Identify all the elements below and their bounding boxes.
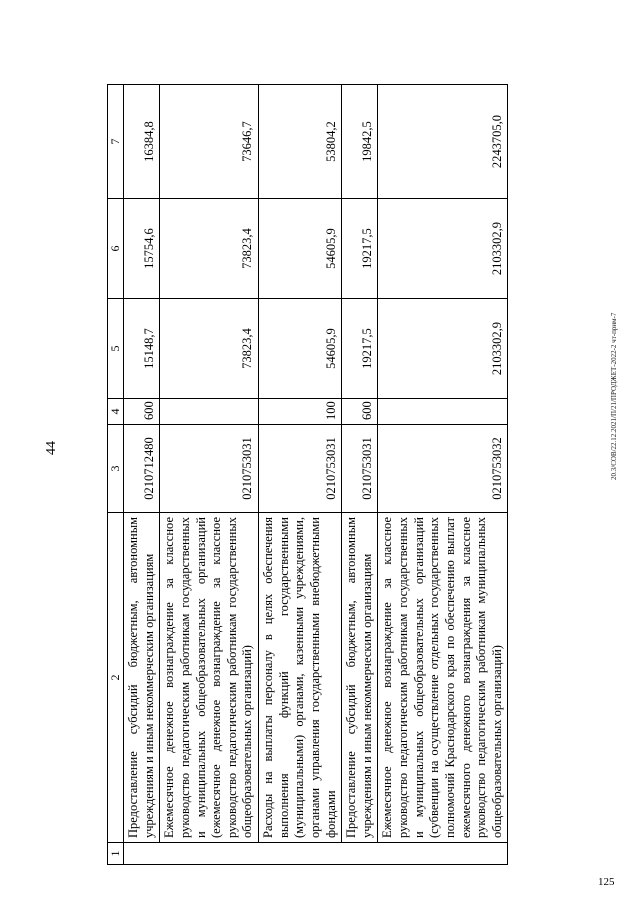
row-value-6: 54605,9 (259, 199, 342, 299)
header-cell: 7 (108, 85, 124, 199)
header-cell: 1 (108, 843, 124, 865)
row-value-5: 2103302,9 (378, 299, 508, 399)
row-code: 0210753032 (378, 425, 508, 513)
row-value-7: 53804,2 (259, 85, 342, 199)
header-cell: 6 (108, 199, 124, 299)
row-type: 600 (342, 399, 378, 425)
empty-cell (124, 843, 508, 865)
row-type: 100 (259, 399, 342, 425)
row-value-6: 2103302,9 (378, 199, 508, 299)
page-number: 44 (44, 441, 59, 455)
row-name: Предоставление субсидий бюджетным, автономным учреждениям и иным некоммерческим организациям (124, 513, 160, 843)
rotated-table-region (107, 85, 607, 865)
row-value-6: 15754,6 (124, 199, 160, 299)
row-type: 600 (124, 399, 160, 425)
row-code: 0210753031 (160, 425, 259, 513)
row-value-7: 19842,5 (342, 85, 378, 199)
side-page-number: 125 (598, 876, 615, 888)
row-code: 0210753031 (342, 425, 378, 513)
document-stamp: 20.3/СОВ/22.12.2021/П/21/ПРОДЖЕТ-2022-2 чт-прим-7 (610, 312, 618, 480)
row-value-6: 73823,4 (160, 199, 259, 299)
row-value-5: 19217,5 (342, 299, 378, 399)
row-name: Ежемесячное денежное вознаграждение за классное руководство педагогическим работникам государственных и муниципальных общеобразовательных организаций (ежемесячное денежное вознаграждение за классное руководство педагогическим работникам государственных общеобразовательных организаций) (160, 513, 259, 843)
header-cell: 3 (108, 425, 124, 513)
header-cell: 2 (108, 513, 124, 843)
row-value-5: 54605,9 (259, 299, 342, 399)
table-row (342, 85, 378, 865)
row-code: 0210753031 (259, 425, 342, 513)
table-header-row (108, 85, 124, 865)
budget-table (107, 84, 508, 865)
row-code: 0210712480 (124, 425, 160, 513)
row-type (160, 399, 259, 425)
row-value-6: 19217,5 (342, 199, 378, 299)
row-name: Предоставление субсидий бюджетным, автономным учреждениям и иным некоммерческим организациям (342, 513, 378, 843)
header-cell: 4 (108, 399, 124, 425)
row-type (378, 399, 508, 425)
row-value-5: 73823,4 (160, 299, 259, 399)
row-value-7: 73646,7 (160, 85, 259, 199)
row-value-7: 2243705,0 (378, 85, 508, 199)
table-row (259, 85, 342, 865)
row-name: Ежемесячное денежное вознаграждение за классное руководство педагогическим работникам государственных и муниципальных общеобразовательных организаций (субвенции на осуществление отдельных государственных полномочий Краснодарского края по обеспечению выплат ежемесячного денежного вознаграждения за классное руководство педагогическим работникам муниципальных общеобразовательных организаций) (378, 513, 508, 843)
header-cell: 5 (108, 299, 124, 399)
table-row (124, 85, 160, 865)
row-name: Расходы на выплаты персоналу в целях обеспечения выполнения функций государственными (муниципальными) органами, казенными учреждениями, органами управления государственными внебюджетными фондами (259, 513, 342, 843)
row-value-5: 15148,7 (124, 299, 160, 399)
table-row (160, 85, 259, 865)
row-value-7: 16384,8 (124, 85, 160, 199)
table-row (378, 85, 508, 865)
